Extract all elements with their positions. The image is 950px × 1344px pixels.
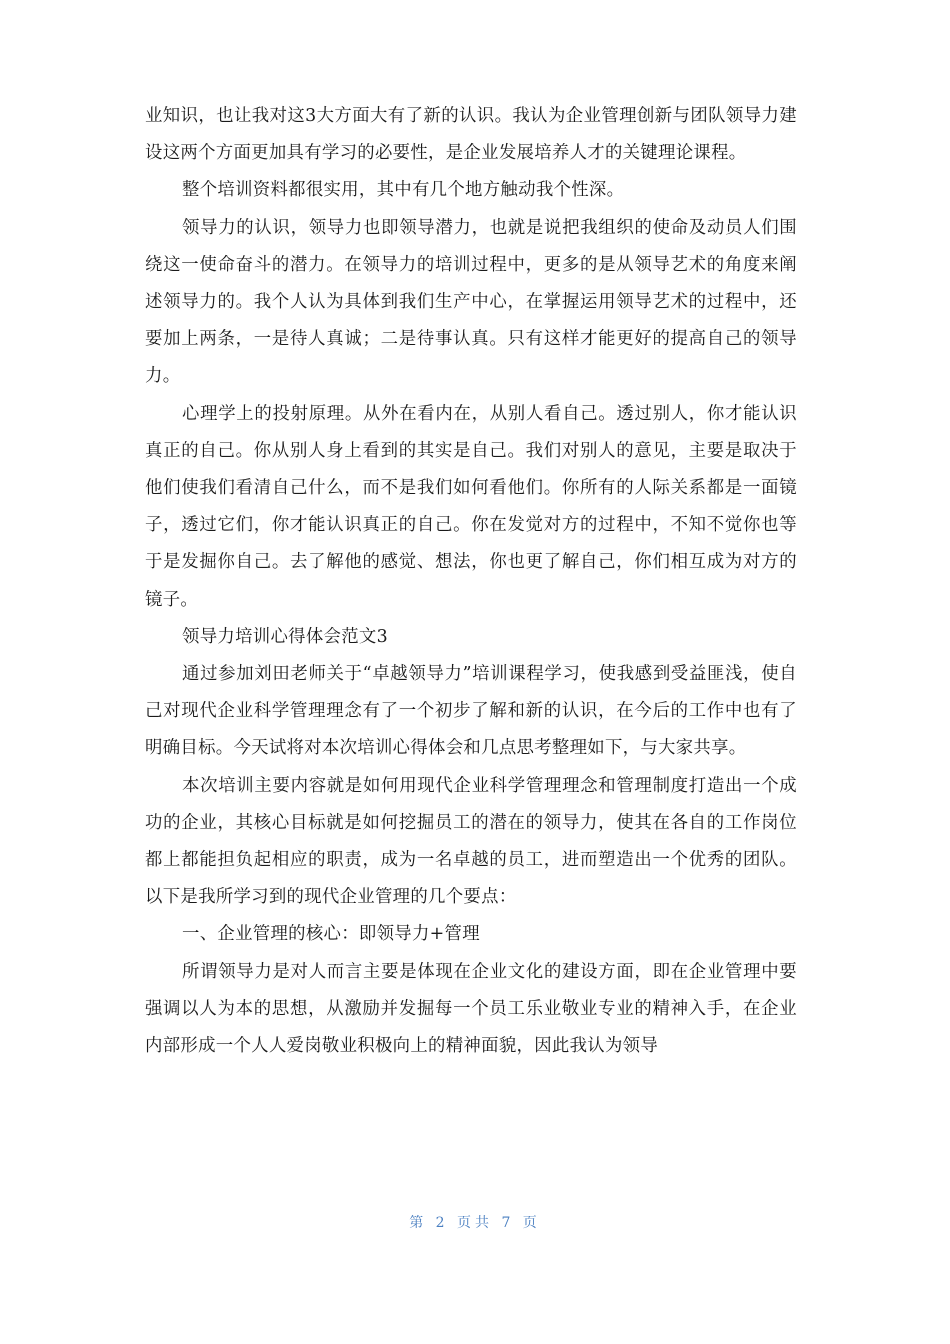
- document-body: [145, 98, 797, 1065]
- paragraph-7: 所谓领导力是对人而言主要是体现在企业文化的建设方面，即在企业管理中要强调以人为本的思想，从激励并发掘每一个员工乐业敬业专业的精神入手，在企业内部形成一个人人爱岗敬业积极向上的精神面貌，因此我认为领导: [145, 961, 797, 1057]
- paragraph-2: 整个培训资料都很实用，其中有几个地方触动我个性深。: [182, 180, 625, 201]
- page-number-footer: 第 2 页共 7 页: [409, 1215, 541, 1231]
- paragraph-6: 本次培训主要内容就是如何用现代企业科学管理理念和管理制度打造出一个成功的企业，其核心目标就是如何挖掘员工的潜在的领导力，使其在各自的工作岗位都上都能担负起相应的职责，成为一名卓越的员工，进而塑造出一个优秀的团队。以下是我所学习到的现代企业管理的几个要点：: [145, 775, 797, 908]
- paragraph-3: 领导力的认识，领导力也即领导潜力，也就是说把我组织的使命及动员人们围绕这一使命奋斗的潜力。在领导力的培训过程中，更多的是从领导艺术的角度来阐述领导力的。我个人认为具体到我们生产中心，在掌握运用领导艺术的过程中，还要加上两条，一是待人真诚；二是待事认真。只有这样才能更好的提高自己的领导力。: [145, 217, 797, 387]
- paragraph-1: 业知识，也让我对这3大方面大有了新的认识。我认为企业管理创新与团队领导力建设这两个方面更加具有学习的必要性，是企业发展培养人才的关键理论课程。: [145, 106, 797, 164]
- section-heading-3: 领导力培训心得体会范文3: [182, 626, 388, 647]
- paragraph-5: 通过参加刘田老师关于“卓越领导力”培训课程学习，使我感到受益匪浅，使自己对现代企业科学管理理念有了一个初步了解和新的认识，在今后的工作中也有了明确目标。今天试将对本次培训心得体会和几点思考整理如下，与大家共享。: [145, 664, 797, 759]
- subheading-1: 一、企业管理的核心：即领导力+管理: [182, 924, 480, 945]
- paragraph-4: 心理学上的投射原理。从外在看内在，从别人看自己。透过别人，你才能认识真正的自己。你从别人身上看到的其实是自己。我们对别人的意见，主要是取决于他们使我们看清自己什么，而不是我们如何看他们。你所有的人际关系都是一面镜子，透过它们，你才能认识真正的自己。你在发觉对方的过程中，不知不觉你也等于是发掘你自己。去了解他的感觉、想法，你也更了解自己，你们相互成为对方的镜子。: [145, 403, 797, 610]
